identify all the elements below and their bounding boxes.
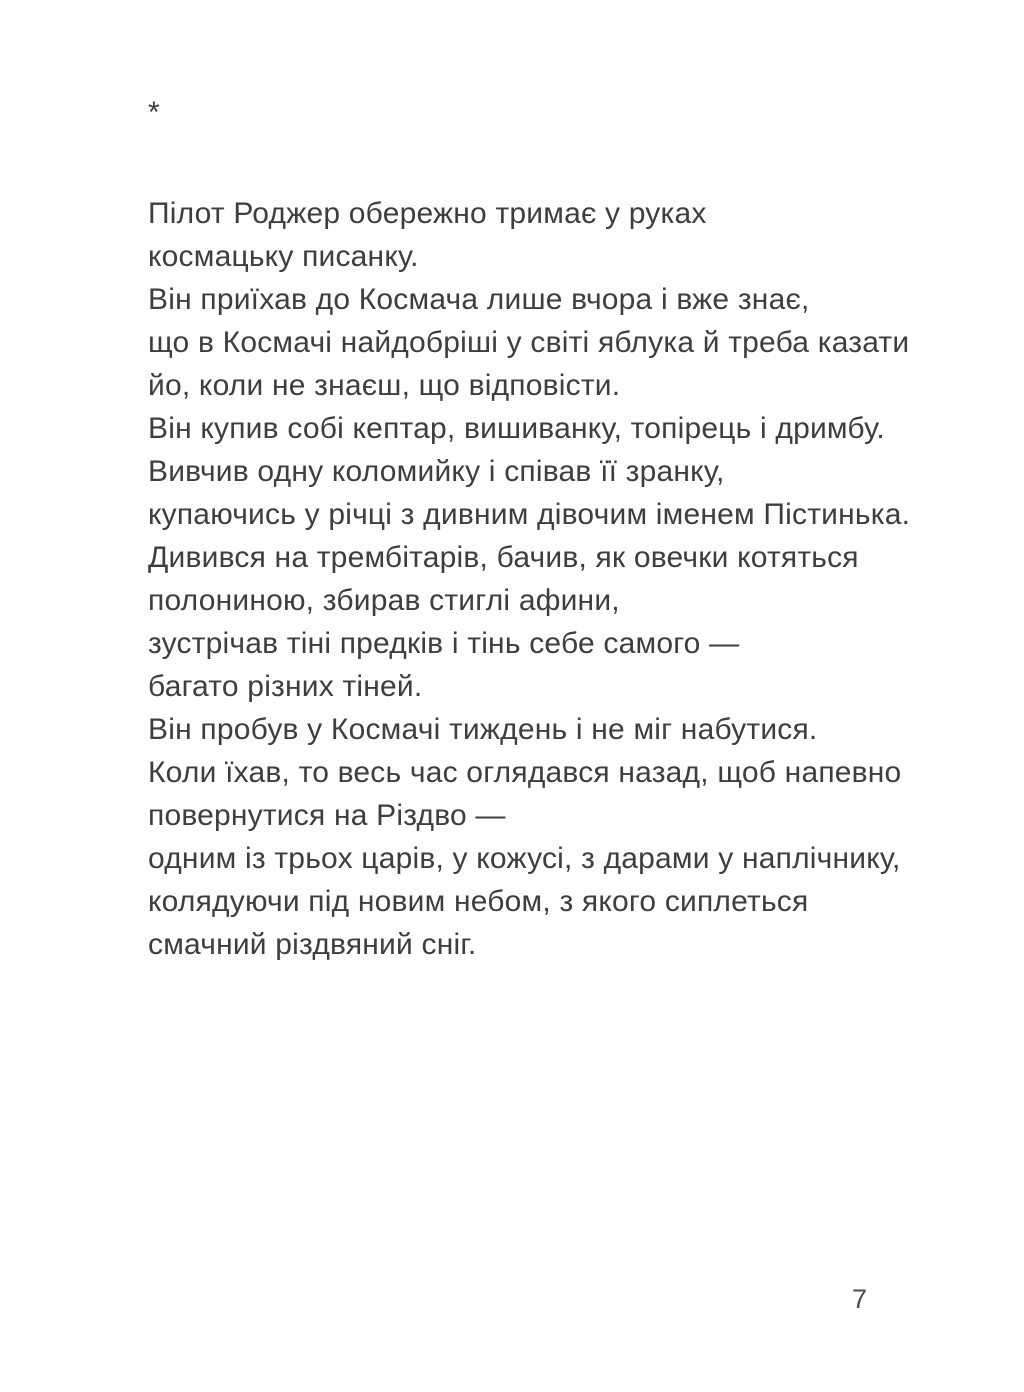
poem-line: Коли їхав, то весь час оглядався назад, щоб напевно bbox=[148, 756, 902, 789]
poem-line: Він купив собі кептар, вишиванку, топірець і дримбу. bbox=[148, 412, 885, 445]
poem-line: космацьку писанку. bbox=[148, 240, 419, 273]
poem-line: йо, коли не знаєш, що відповісти. bbox=[148, 369, 621, 402]
page-number: 7 bbox=[852, 1284, 868, 1314]
poem-line: Він приїхав до Космача лише вчора і вже знає, bbox=[148, 283, 810, 316]
poem-line: Дивився на трембітарів, бачив, як овечки котяться bbox=[148, 541, 859, 574]
poem-line: колядуючи під новим небом, з якого сиплеться bbox=[148, 885, 809, 918]
section-marker: * bbox=[148, 96, 160, 129]
poem-line: одним із трьох царів, у кожусі, з дарами у наплічнику, bbox=[148, 842, 901, 875]
poem-text-block bbox=[148, 192, 998, 966]
poem-line: багато різних тіней. bbox=[148, 670, 423, 703]
poem-line: зустрічав тіні предків і тінь себе самого — bbox=[148, 627, 740, 660]
poem-line: смачний різдвяний сніг. bbox=[148, 928, 477, 961]
poem-line: повернутися на Різдво — bbox=[148, 799, 506, 832]
poem-line: Пілот Роджер обережно тримає у руках bbox=[148, 197, 707, 230]
poem-line: Вивчив одну коломийку і співав її зранку, bbox=[148, 455, 725, 488]
poem-line: полониною, збирав стиглі афини, bbox=[148, 584, 620, 617]
poem-line: що в Космачі найдобріші у світі яблука й треба казати bbox=[148, 326, 910, 359]
poem-line: Він пробув у Космачі тиждень і не міг набутися. bbox=[148, 713, 818, 746]
poem-line: купаючись у річці з дивним дівочим іменем Пістинька. bbox=[148, 498, 911, 531]
